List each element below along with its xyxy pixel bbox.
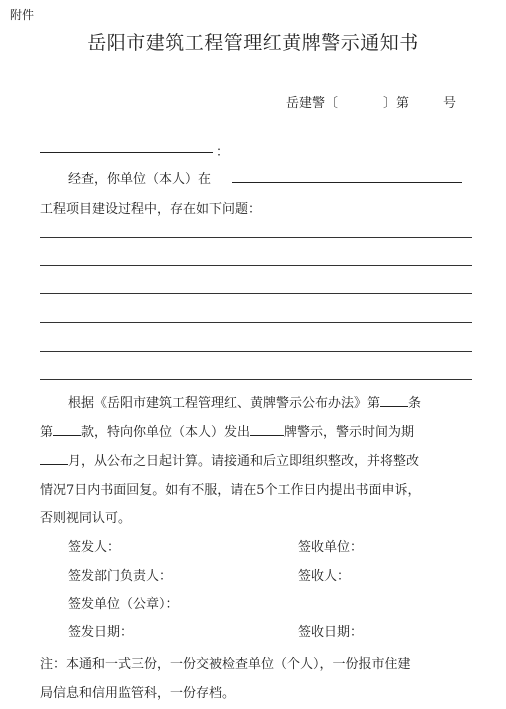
note-line-2: 局信息和信用监管科，一份存档。	[40, 686, 236, 701]
notice-line-2: 第 款，特向你单位（本人）发出 牌警示，警示时间为期	[40, 421, 414, 440]
issuing-dept-head-label: 签发部门负责人：	[68, 569, 173, 584]
intro-line-2: 工程项目建设过程中，存在如下问题：	[40, 202, 262, 217]
attachment-label: 附件	[10, 8, 35, 22]
addressee-colon: ：	[216, 145, 230, 160]
notice-line-1: 根据《岳阳市建筑工程管理红、黄牌警示公布办法》第 条	[68, 392, 421, 411]
addressee-blank[interactable]	[40, 152, 213, 153]
project-name-blank[interactable]	[232, 182, 462, 183]
issue-date-label: 签发日期：	[68, 625, 134, 640]
notice-line-4: 情况7日内书面回复。如有不服，请在5个工作日内提出书面申诉，	[40, 483, 421, 498]
receive-date-label: 签收日期：	[298, 625, 364, 640]
doc-number-middle: 〕第	[383, 96, 410, 111]
problem-line[interactable]	[40, 237, 472, 238]
problem-line[interactable]	[40, 293, 472, 294]
receiver-person-label: 签收人：	[298, 569, 351, 584]
problem-line[interactable]	[40, 265, 472, 266]
notice-line-3: 月，从公布之日起计算。请接通和后立即组织整改，并将整改	[40, 450, 419, 469]
card-color-blank[interactable]	[250, 421, 284, 436]
problem-line[interactable]	[40, 351, 472, 352]
receiver-unit-label: 签收单位：	[298, 540, 364, 555]
doc-number-suffix: 号	[443, 96, 457, 111]
problem-line[interactable]	[40, 379, 472, 380]
intro-line-1: 经查，你单位（本人）在	[68, 172, 212, 187]
issuing-unit-seal-label: 签发单位（公章）：	[68, 597, 179, 612]
issuer-label: 签发人：	[68, 540, 121, 555]
clause-blank[interactable]	[53, 421, 81, 436]
article-blank[interactable]	[380, 392, 408, 407]
notice-line-5: 否则视同认可。	[40, 511, 132, 526]
note-line-1: 注：本通和一式三份，一份交被检查单位（个人），一份报市住建	[40, 657, 411, 672]
problem-line[interactable]	[40, 322, 472, 323]
doc-number-prefix: 岳建警〔	[286, 96, 339, 111]
document-title: 岳阳市建筑工程管理红黄牌警示通知书	[87, 32, 419, 54]
months-blank[interactable]	[40, 450, 68, 465]
